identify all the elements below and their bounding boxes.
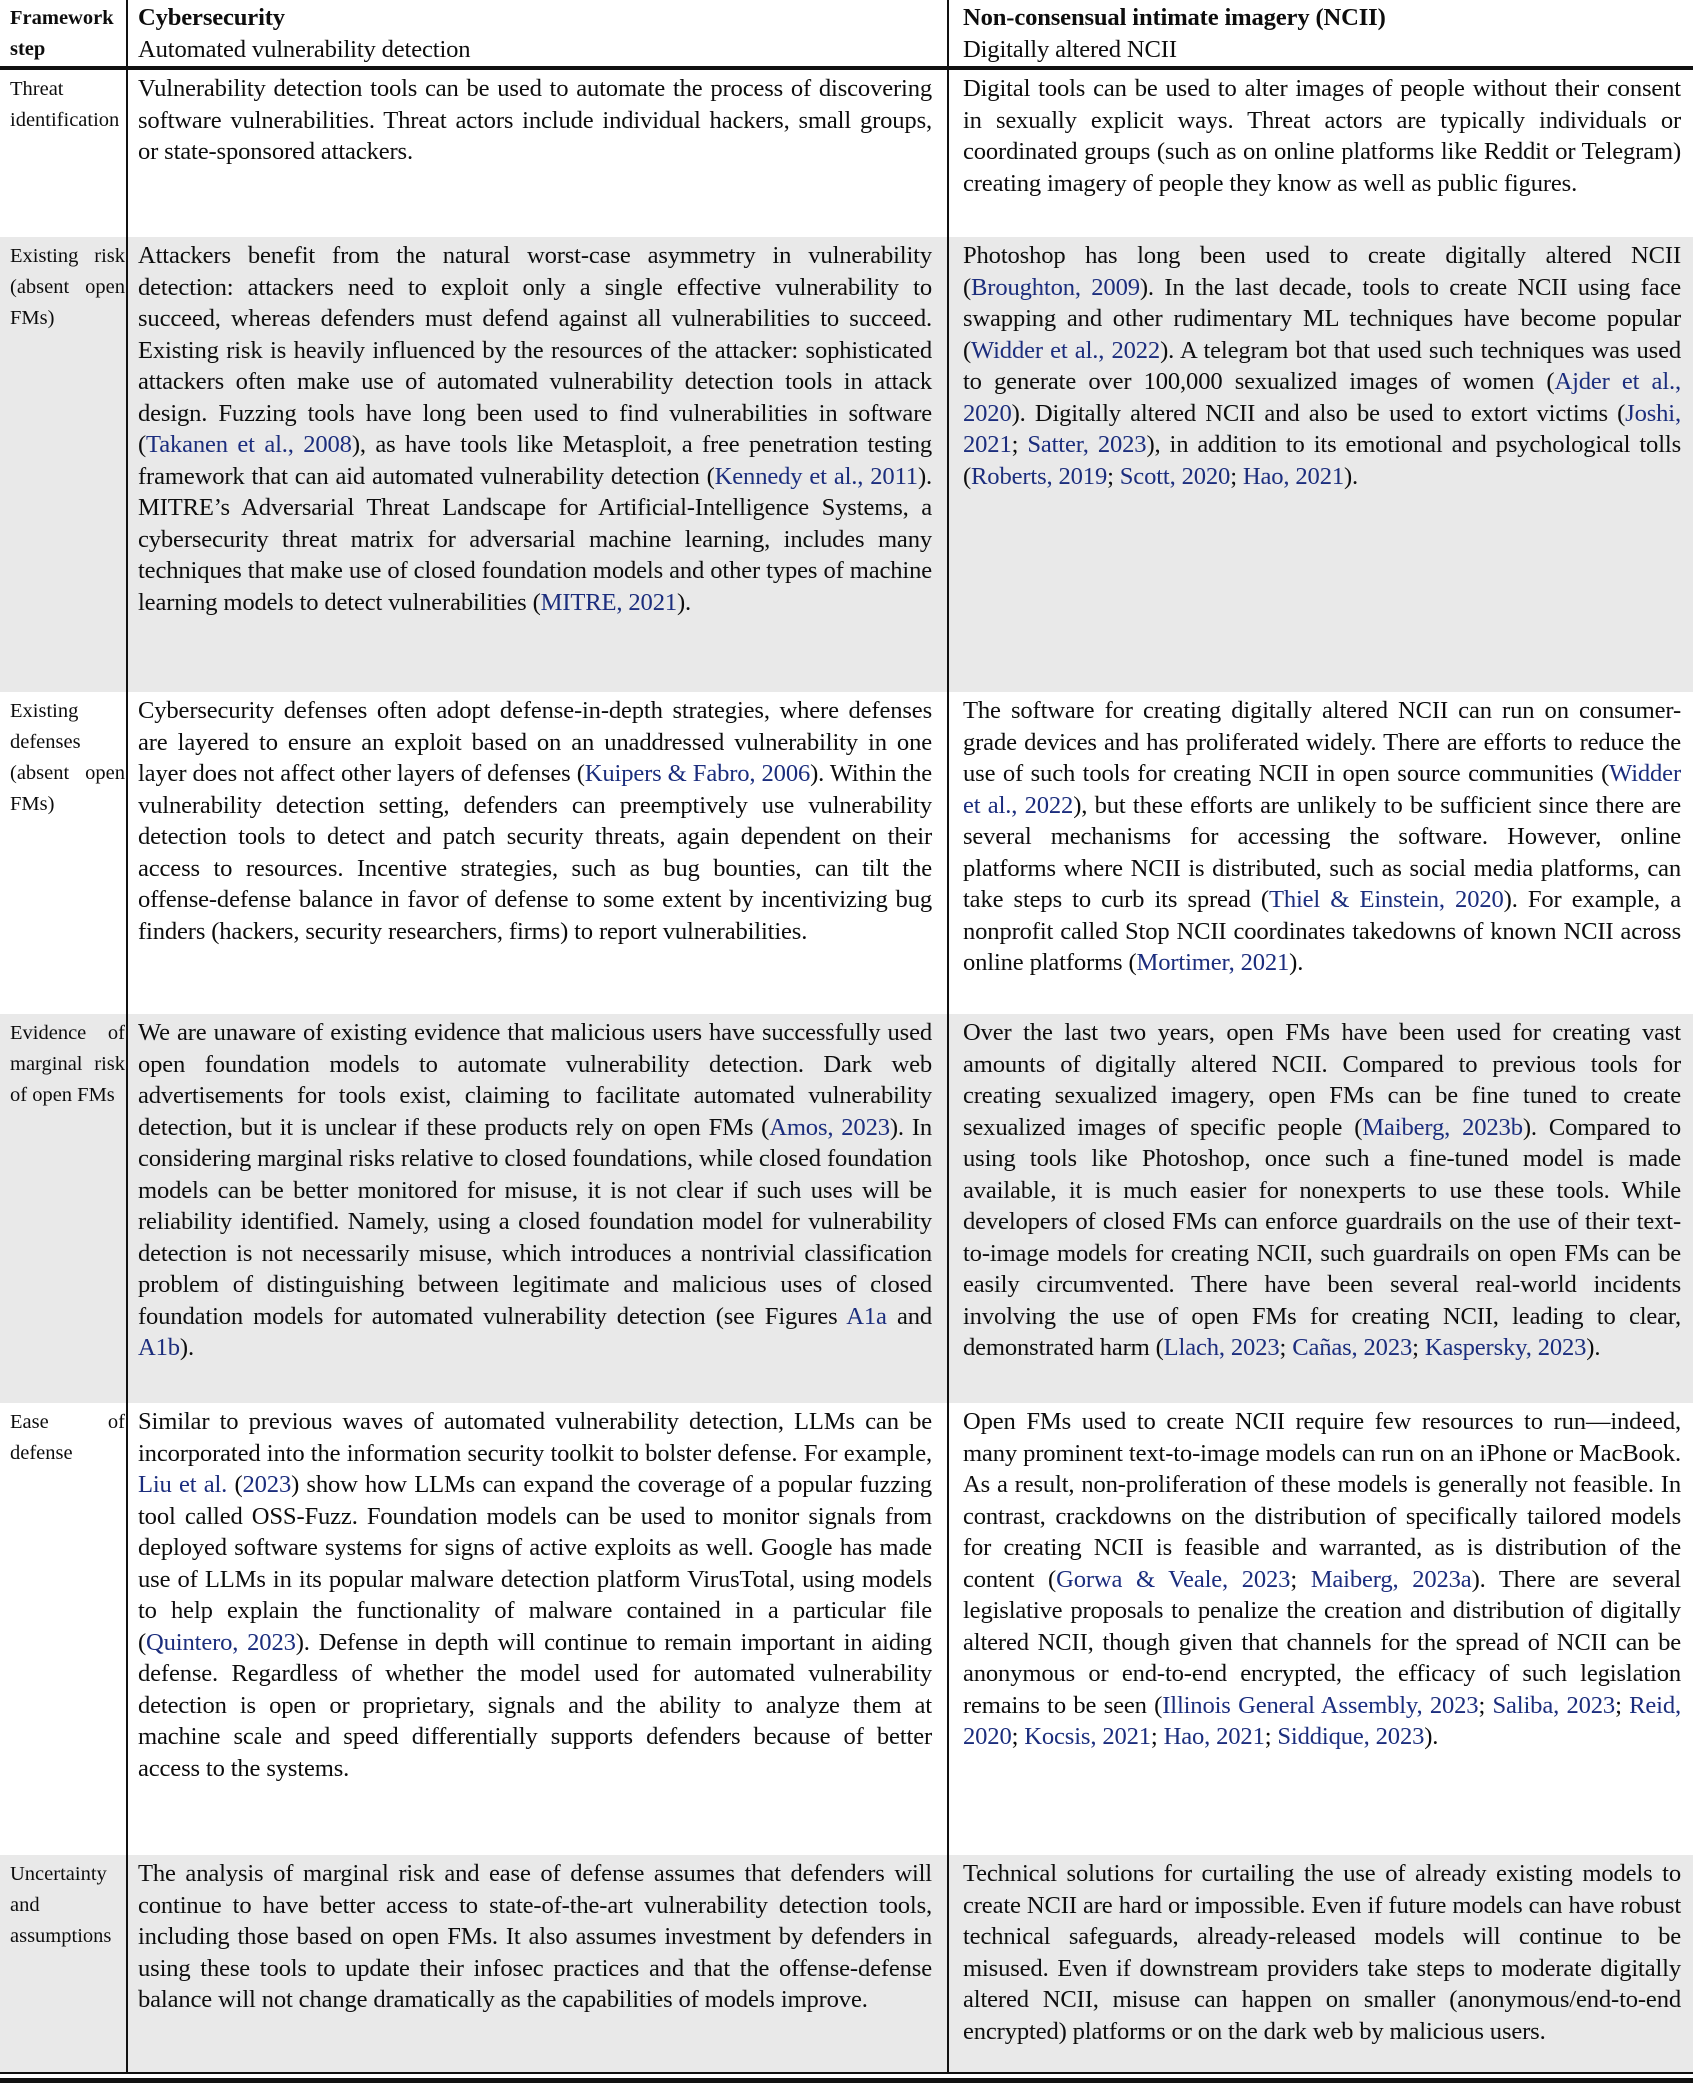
framework-step-cell: Threat identification	[10, 78, 120, 131]
table-body	[0, 70, 1693, 2072]
citation-link[interactable]: Siddique, 2023	[1277, 1723, 1425, 1750]
body-text: Cybersecurity defenses often adopt defense-in-depth strategies, where defenses are layered to ensure an exploit based on an unaddressed vulnerability in one layer does not affect other layers of defenses (	[138, 697, 932, 787]
ncii-text	[963, 695, 1681, 979]
body-text: Photoshop has long been used to create digitally altered NCII (	[963, 242, 1681, 301]
body-text: Similar to previous waves of automated vulnerability detection, LLMs can be incorporated into the information security toolkit to bolster defense. For example,	[138, 1408, 932, 1467]
body-text: ;	[1150, 1723, 1164, 1750]
header-ncii	[947, 0, 1693, 66]
ncii-cell	[947, 692, 1693, 1014]
table-row	[0, 1403, 1693, 1855]
header-cybersecurity	[126, 0, 947, 66]
citation-link[interactable]: A1a	[846, 1302, 887, 1330]
body-text: ). A telegram bot that used such techniques was used to generate over 100,000 sexualized images of women (	[963, 336, 1681, 395]
citation-link[interactable]: Illinois General Assembly, 2023	[1162, 1691, 1479, 1719]
ncii-text	[963, 240, 1681, 492]
ncii-cell	[947, 1855, 1693, 2072]
ncii-cell	[947, 237, 1693, 692]
framework-step-cell: Existing defenses (absent open FMs)	[10, 700, 125, 815]
ncii-text	[963, 1406, 1681, 1753]
body-text: ;	[1011, 1723, 1025, 1750]
body-text: ;	[1107, 462, 1120, 490]
cyber-text	[138, 73, 932, 168]
body-text: ). There are several legislative proposals to penalize the creation and distribution of digitally altered NCII, though given that channels for the spread of NCII can be anonymous or end-to-end encrypted, the efficacy of such legislation remains to be seen (	[963, 1565, 1681, 1719]
body-text: ;	[1279, 1334, 1293, 1361]
citation-link[interactable]: Maiberg, 2023a	[1310, 1565, 1472, 1593]
body-text: ).	[1586, 1334, 1601, 1361]
bottom-rule-thick	[0, 2078, 1693, 2083]
framework-step-cell: Evidence of marginal risk of open FMs	[10, 1022, 125, 1106]
header-cybersecurity-subtitle: Automated vulnerability detection	[138, 35, 471, 63]
citation-link[interactable]: Kennedy et al., 2011	[714, 462, 918, 490]
citation-link[interactable]: MITRE, 2021	[540, 588, 677, 616]
citation-link[interactable]: Kaspersky, 2023	[1424, 1334, 1587, 1361]
body-text: ). For example, a nonprofit called Stop NCII coordinates takedowns of known NCII across online platforms (	[963, 886, 1681, 976]
cyber-text	[138, 695, 932, 947]
citation-link[interactable]: Joshi, 2021	[963, 399, 1681, 458]
table-row	[0, 237, 1693, 692]
citation-link[interactable]: Gorwa & Veale, 2023	[1056, 1565, 1291, 1593]
body-text: ). MITRE’s Adversarial Threat Landscape for Artificial-Intelligence Systems, a cybersecurity threat matrix for adversarial machine learning, includes many techniques that make use of closed foundation models and other types of machine learning models to detect vulnerabilities (	[138, 462, 932, 616]
cybersecurity-cell	[126, 1855, 947, 2072]
citation-link[interactable]: 2023	[242, 1471, 292, 1498]
citation-link[interactable]: Saliba, 2023	[1492, 1691, 1616, 1719]
citation-link[interactable]: Mortimer, 2021	[1136, 949, 1290, 976]
cybersecurity-cell	[126, 1403, 947, 1855]
citation-link[interactable]: Kuipers & Fabro, 2006	[584, 760, 811, 787]
body-text: Digital tools can be used to alter images of people without their consent in sexually explicit ways. Threat actors are typically individuals or coordinated groups (such as on online platforms like Reddit or Telegram) creating imagery of people they know as well as public figures.	[963, 75, 1681, 197]
table-row	[0, 692, 1693, 1014]
body-text: ;	[1230, 462, 1243, 490]
citation-link[interactable]: Satter, 2023	[1027, 431, 1147, 458]
citation-link[interactable]: Takanen et al., 2008	[146, 431, 352, 458]
body-text: ).	[1289, 949, 1304, 976]
body-text: ).	[179, 1334, 194, 1361]
cybersecurity-cell	[126, 70, 947, 237]
header-cybersecurity-title: Cybersecurity	[138, 4, 285, 31]
cyber-text	[138, 1406, 932, 1784]
body-text: ).	[1343, 462, 1359, 490]
citation-link[interactable]: Thiel & Einstein, 2020	[1268, 886, 1504, 913]
framework-step-cell: Existing risk (absent open FMs)	[10, 245, 125, 329]
body-text: ). Digitally altered NCII and also be used to extort victims (	[1011, 399, 1626, 427]
body-text: ), in addition to its emotional and psychological tolls (	[963, 431, 1681, 490]
ncii-cell	[947, 1403, 1693, 1855]
header-framework-step-label: Framework step	[10, 7, 114, 60]
citation-link[interactable]: Llach, 2023	[1163, 1334, 1280, 1361]
body-text: Attackers benefit from the natural worst-case asymmetry in vulnerability detection: attackers need to exploit only a single effective vulnerability to succeed, whereas defenders must defend against all vulnerabilities to succeed. Existing risk is heavily influenced by the resources of the attacker: sophisticated attackers often make use of automated vulnerability detection tools in attack design. Fuzzing tools have long been used to find vulnerabilities in software (	[138, 242, 932, 458]
table-row	[0, 70, 1693, 237]
table-row	[0, 1014, 1693, 1403]
ncii-text	[963, 1858, 1681, 2047]
body-text: ), as have tools like Metasploit, a free penetration testing framework that can aid automated vulnerability detection (	[138, 431, 932, 490]
body-text: ;	[1478, 1691, 1493, 1719]
body-text: (	[227, 1471, 243, 1498]
citation-link[interactable]: Quintero, 2023	[146, 1628, 296, 1656]
header-ncii-subtitle: Digitally altered NCII	[963, 35, 1177, 63]
body-text: ). Within the vulnerability detection setting, defenders can preemptively use vulnerability detection tools to detect and patch security threats, again dependent on their access to resources. Incentive strategies, such as bug bounties, can tilt the offense-defense balance in favor of defense to some extent by incentivizing bug finders (hackers, security researchers, firms) to report vulnerabilities.	[138, 760, 932, 945]
body-text: and	[886, 1302, 933, 1330]
ncii-cell	[947, 70, 1693, 237]
body-text: ). Defense in depth will continue to remain important in aiding defense. Regardless of whether the model used for automated vulnerability detection is open or proprietary, signals and the ability to analyze them at machine scale and speed differentially supports defenders because of better access to the systems.	[138, 1628, 932, 1782]
body-text: We are unaware of existing evidence that malicious users have successfully used open foundation models to automate vulnerability detection. Dark web advertisements for tools exist, claiming to facilitate automated vulnerability detection, but it is unclear if these products rely on open FMs (	[138, 1019, 932, 1141]
cyber-text	[138, 1858, 932, 2016]
cybersecurity-cell	[126, 692, 947, 1014]
body-text: Technical solutions for curtailing the use of already existing models to create NCII are hard or impossible. Even if future models can have robust technical safeguards, already-released models will continue to be misused. Even if downstream providers take steps to moderate digitally altered NCII, misuse can happen on smaller (anonymous/end-to-end encrypted) platforms or on the dark web by malicious users.	[963, 1860, 1681, 2045]
table-row	[0, 1855, 1693, 2072]
cybersecurity-cell	[126, 237, 947, 692]
cyber-text	[138, 1017, 932, 1364]
citation-link[interactable]: Widder et al., 2022	[971, 336, 1161, 364]
citation-link[interactable]: Scott, 2020	[1119, 462, 1231, 490]
citation-link[interactable]: Roberts, 2019	[971, 462, 1108, 490]
header-ncii-title: Non-consensual intimate imagery (NCII)	[963, 4, 1386, 31]
body-text: ). Compared to using tools like Photoshop, once such a fine-tuned model is made available, it is much easier for nonexperts to use these tools. While developers of closed FMs can enforce guardrails on the use of their text-to-image models for creating NCII, such guardrails on open FMs can be easily circumvented. There have been several real-world incidents involving the use of open FMs for creating NCII, leading to clear, demonstrated harm (	[963, 1113, 1681, 1361]
body-text: The analysis of marginal risk and ease of defense assumes that defenders will continue to have better access to state-of-the-art vulnerability detection tools, including those based on open FMs. It also assumes investment by defenders in using these tools to update their infosec practices and that the offense-defense balance will not change dramatically as the capabilities of models improve.	[138, 1860, 932, 2013]
cyber-text	[138, 240, 932, 618]
citation-link[interactable]: Cañas, 2023	[1292, 1334, 1413, 1361]
body-text: ;	[1290, 1565, 1311, 1593]
citation-link[interactable]: Hao, 2021	[1242, 462, 1344, 490]
body-text: ), but these efforts are unlikely to be sufficient since there are several mechanisms for accessing the software. However, online platforms where NCII is distributed, such as social media platforms, can take steps to curb its spread (	[963, 791, 1681, 913]
body-text: The software for creating digitally altered NCII can run on consumer-grade devices and has proliferated widely. There are efforts to reduce the use of such tools for creating NCII in open source communities (	[963, 697, 1681, 787]
citation-link[interactable]: A1b	[138, 1334, 180, 1361]
citation-link[interactable]: Reid, 2020	[963, 1691, 1681, 1750]
body-text: Open FMs used to create NCII require few resources to run—indeed, many prominent text-to-image models can run on an iPhone or MacBook. As a result, non-proliferation of these models is generally not feasible. In contrast, crackdowns on the distribution of specifically tailored models for creating NCII is feasible and warranted, as is distribution of the content (	[963, 1408, 1681, 1593]
ncii-text	[963, 73, 1681, 199]
body-text: ) show how LLMs can expand the coverage of a popular fuzzing tool called OSS-Fuzz. Foundation models can be used to monitor signals from deployed software systems for signs of active exploits as well. Google has made use of LLMs in its popular malware detection platform VirusTotal, using models to help explain the functionality of malware contained in a particular file (	[138, 1471, 932, 1656]
citation-link[interactable]: Liu et al.	[138, 1471, 228, 1498]
citation-link[interactable]: Broughton, 2009	[971, 273, 1140, 301]
citation-link[interactable]: Maiberg, 2023b	[1362, 1113, 1523, 1141]
body-text: ;	[1615, 1691, 1630, 1719]
framework-step-cell: Ease of defense	[10, 1411, 125, 1464]
ncii-text	[963, 1017, 1681, 1364]
body-text: ).	[1424, 1723, 1439, 1750]
body-text: Over the last two years, open FMs have been used for creating vast amounts of digitally altered NCII. Compared to previous tools for creating sexualized imagery, open FMs can be fine tuned to create sexualized images of specific people (	[963, 1019, 1681, 1141]
citation-link[interactable]: Hao, 2021	[1163, 1723, 1265, 1750]
body-text: ;	[1412, 1334, 1425, 1361]
body-text: ). In the last decade, tools to create NCII using face swapping and other rudimentary ML techniques have become popular (	[963, 273, 1681, 364]
citation-link[interactable]: Kocsis, 2021	[1024, 1723, 1151, 1750]
body-text: ).	[676, 588, 692, 616]
header-framework-step	[0, 0, 126, 66]
cybersecurity-cell	[126, 1014, 947, 1403]
table-header-row	[0, 0, 1693, 66]
citation-link[interactable]: Ajder et al., 2020	[963, 368, 1682, 427]
framework-step-cell: Uncertainty and assumptions	[10, 1863, 112, 1947]
body-text: ). In considering marginal risks relative to closed foundations, while closed foundation models can be better monitored for misuse, it is not clear if such uses will be reliability identified. Namely, using a closed foundation model for vulnerability detection is not necessarily misuse, which introduces a nontrivial classification problem of distinguishing between legitimate and malicious uses of closed foundation models for automated vulnerability detection (see Figures	[138, 1113, 933, 1330]
body-text: ;	[1264, 1723, 1278, 1750]
body-text: ;	[1011, 431, 1028, 458]
body-text: Vulnerability detection tools can be used to automate the process of discovering software vulnerabilities. Threat actors include individual hackers, small groups, or state-sponsored attackers.	[138, 75, 932, 165]
citation-link[interactable]: Widder et al., 2022	[963, 760, 1681, 819]
citation-link[interactable]: Amos, 2023	[769, 1113, 890, 1141]
ncii-cell	[947, 1014, 1693, 1403]
